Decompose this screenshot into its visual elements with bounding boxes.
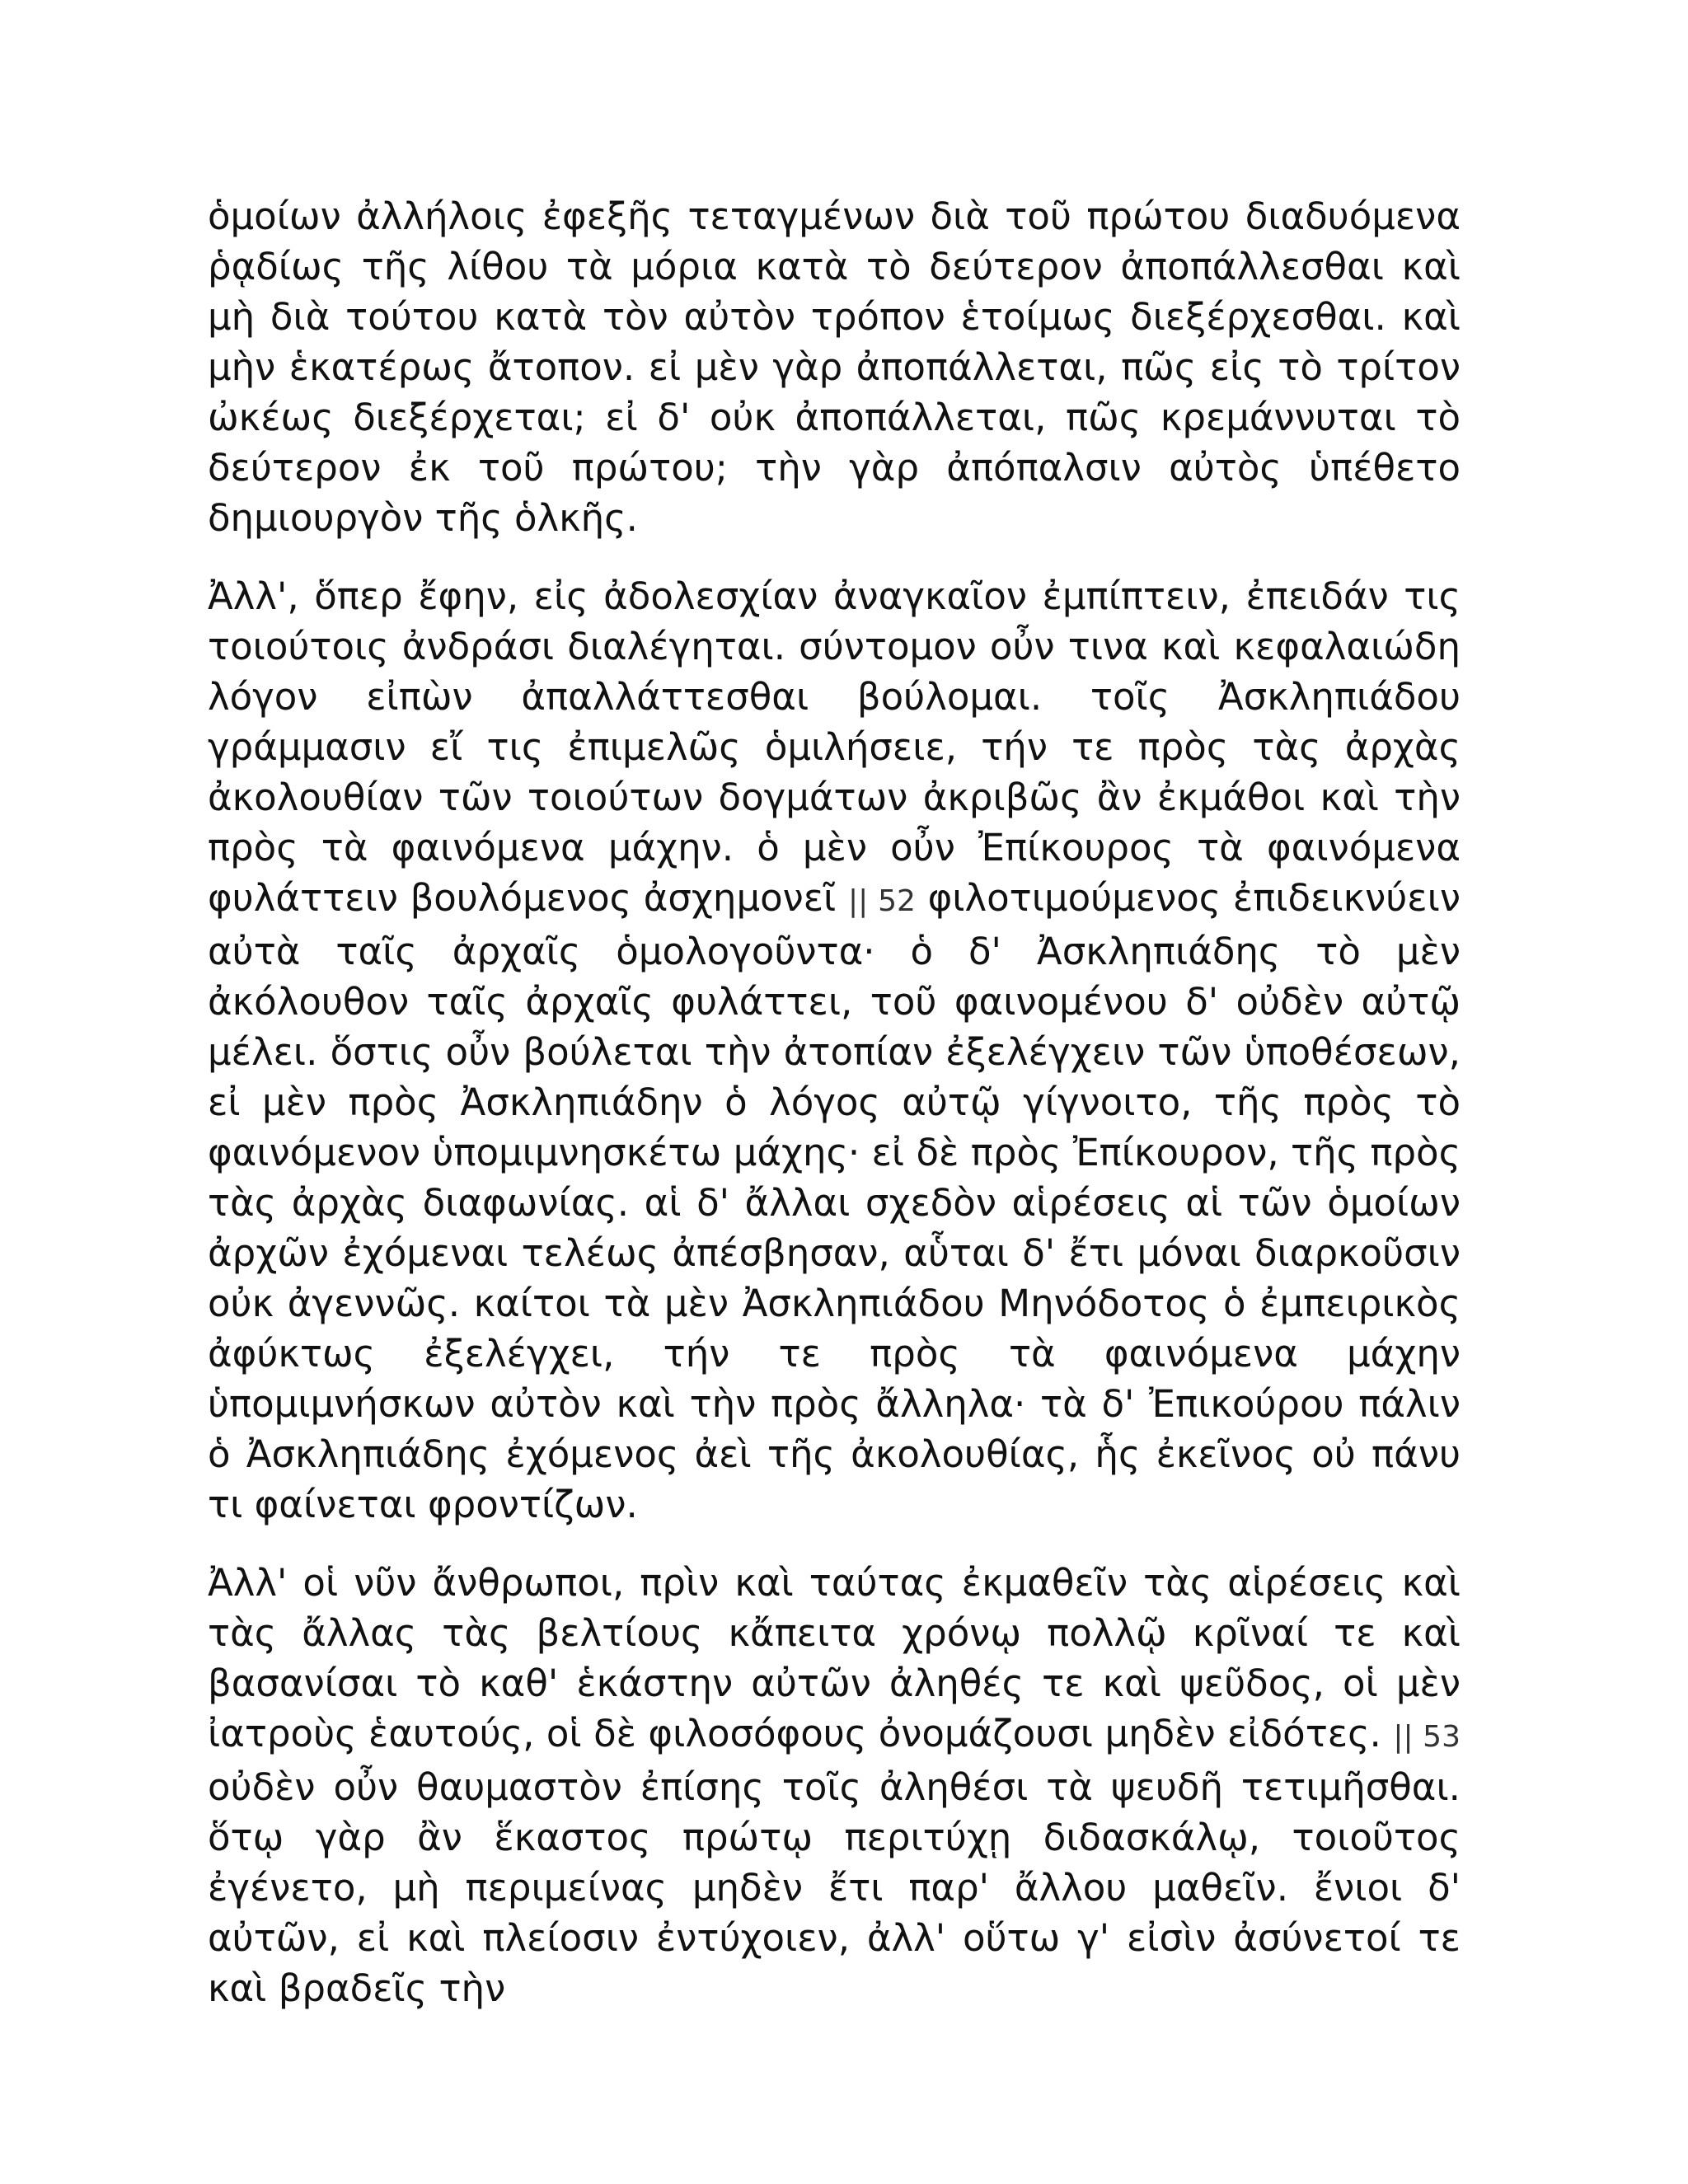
paragraph-text: Ἀλλ', ὅπερ ἔφην, εἰς ἀδολεσχίαν ἀναγκαῖον ἐμπίπτειν, ἐπειδάν τις τοιούτοις ἀνδράσι διαλέγηται. σύντομον οὖν τινα καὶ κεφαλαιώδη λόγον εἰπὼν ἀπαλλάττεσθαι βούλομαι. τοῖς Ἀσκληπιάδου γράμμασιν εἴ τις ἐπιμελῶς ὁμιλήσειε, τήν τε πρὸς τὰς ἀρχὰς ἀκολουθίαν τῶν τοιούτων δογμάτων ἀκριβῶς ἂν ἐκμάθοι καὶ τὴν πρὸς τὰ φαινόμενα μάχην. ὁ μὲν οὖν Ἐπίκουρος τὰ φαινόμενα φυλάττειν βουλόμενος ἀσχημονεῖ <box>208 574 1461 920</box>
paragraph-text: Ἀλλ' οἱ νῦν ἄνθρωποι, πρὶν καὶ ταύτας ἐκμαθεῖν τὰς αἱρέσεις καὶ τὰς ἄλλας τὰς βελτίους κἄπειτα χρόνῳ πολλῷ κρῖναί τε καὶ βασανίσαι τὸ καθ' ἑκάστην αὐτῶν ἀληθές τε καὶ ψεῦδος, οἱ μὲν ἰατροὺς ἑαυτούς, οἱ δὲ φιλοσόφους ὀνομάζουσι μηδὲν εἰδότες. <box>208 1561 1461 1755</box>
page-marker: || 52 <box>847 884 916 918</box>
page-marker: || 53 <box>1393 1720 1461 1754</box>
paragraph-text: ὁμοίων ἀλλήλοις ἐφεξῆς τεταγμένων διὰ τοῦ πρώτου διαδυόμενα ῥᾳδίως τῆς λίθου τὰ μόρια κατὰ τὸ δεύτερον ἀποπάλλεσθαι καὶ μὴ διὰ τούτου κατὰ τὸν αὐτὸν τρόπον ἑτοίμως διεξέρχεσθαι. καὶ μὴν ἑκατέρως ἄτοπον. εἰ μὲν γὰρ ἀποπάλλεται, πῶς εἰς τὸ τρίτον ὠκέως διεξέρχεται; εἰ δ' οὐκ ἀποπάλλεται, πῶς κρεμάννυται τὸ δεύτερον ἐκ τοῦ πρώτου; τὴν γὰρ ἀπόπαλσιν αὐτὸς ὑπέθετο δημιουργὸν τῆς ὁλκῆς. <box>208 194 1461 540</box>
document-page <box>208 191 1461 2013</box>
paragraph-3 <box>208 1558 1461 2013</box>
paragraph-text: φιλοτιμούμενος ἐπιδεικνύειν αὐτὰ ταῖς ἀρχαῖς ὁμολογοῦντα· ὁ δ' Ἀσκληπιάδης τὸ μὲν ἀκόλουθον ταῖς ἀρχαῖς φυλάττει, τοῦ φαινομένου δ' οὐδὲν αὐτῷ μέλει. ὅστις οὖν βούλεται τὴν ἀτοπίαν ἐξελέγχειν τῶν ὑποθέσεων, εἰ μὲν πρὸς Ἀσκληπιάδην ὁ λόγος αὐτῷ γίγνοιτο, τῆς πρὸς τὸ φαινόμενον ὑπομιμνησκέτω μάχης· εἰ δὲ πρὸς Ἐπίκουρον, τῆς πρὸς τὰς ἀρχὰς διαφωνίας. αἱ δ' ἄλλαι σχεδὸν αἱρέσεις αἱ τῶν ὁμοίων ἀρχῶν ἐχόμεναι τελέως ἀπέσβησαν, αὗται δ' ἔτι μόναι διαρκοῦσιν οὐκ ἀγεννῶς. καίτοι τὰ μὲν Ἀσκληπιάδου Μηνόδοτος ὁ ἐμπειρικὸς ἀφύκτως ἐξελέγχει, τήν τε πρὸς τὰ φαινόμενα μάχην ὑπομιμνήσκων αὐτὸν καὶ τὴν πρὸς ἄλληλα· τὰ δ' Ἐπικούρου πάλιν ὁ Ἀσκληπιάδης ἐχόμενος ἀεὶ τῆς ἀκολουθίας, ἧς ἐκεῖνος οὐ πάνυ τι φαίνεται φροντίζων. <box>208 876 1461 1526</box>
paragraph-2 <box>208 571 1461 1530</box>
paragraph-1 <box>208 191 1461 543</box>
paragraph-text: οὐδὲν οὖν θαυμαστὸν ἐπίσης τοῖς ἀληθέσι τὰ ψευδῆ τετιμῆσθαι. ὅτῳ γὰρ ἂν ἕκαστος πρώτῳ περιτύχῃ διδασκάλῳ, τοιοῦτος ἐγένετο, μὴ περιμείνας μηδὲν ἔτι παρ' ἄλλου μαθεῖν. ἔνιοι δ' αὐτῶν, εἰ καὶ πλείοσιν ἐντύχοιεν, ἀλλ' οὕτω γ' εἰσὶν ἀσύνετοί τε καὶ βραδεῖς τὴν <box>208 1765 1461 2010</box>
